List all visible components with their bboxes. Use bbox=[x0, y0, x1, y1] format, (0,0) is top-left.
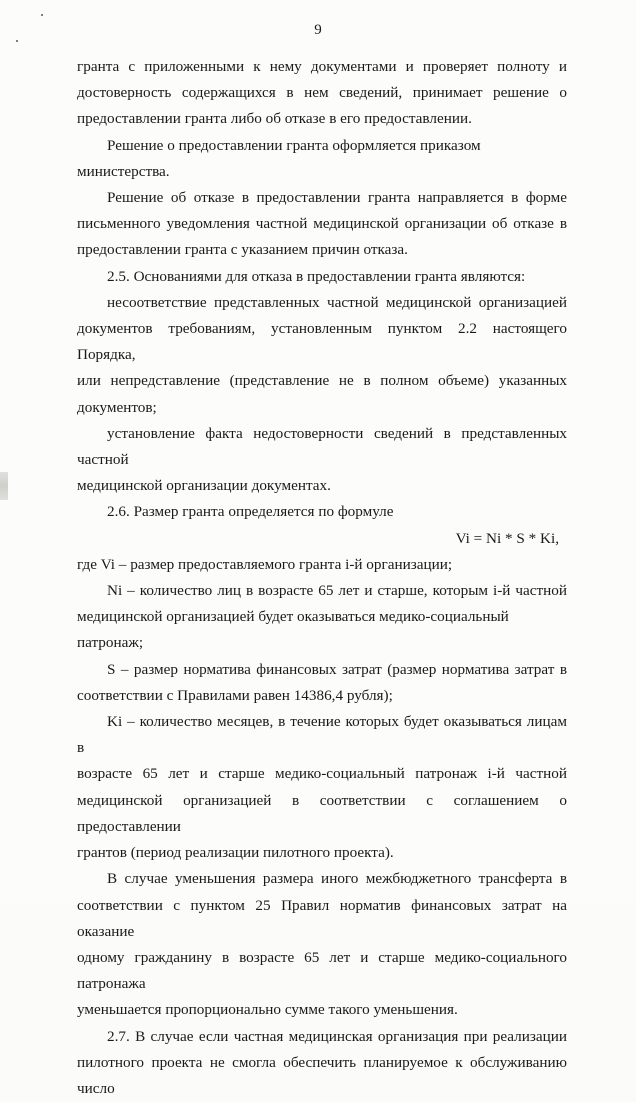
document-body bbox=[77, 54, 567, 1102]
text-line: несоответствие представленных частной медицинской организацией bbox=[107, 293, 567, 311]
text-line: соответствии с Правилами равен 14386,4 рубля); bbox=[77, 686, 393, 704]
text-line: документов требованиям, установленным пунктом 2.2 настоящего Порядка, bbox=[77, 320, 567, 364]
text-line: пилотного проекта не смогла обеспечить планируемое к обслуживанию число bbox=[77, 1053, 567, 1097]
text-line: возрасте 65 лет и старше медико-социальный патронаж i-й частной bbox=[77, 765, 567, 783]
text-line: медицинской организацией в соответствии с соглашением о предоставлении bbox=[77, 791, 567, 835]
text-line: S – размер норматива финансовых затрат (размер норматива затрат в bbox=[107, 660, 567, 678]
text-line: предоставлении гранта либо об отказе в его предоставлении. bbox=[77, 110, 472, 128]
formula: Vi = Ni * S * Ki, bbox=[455, 529, 559, 547]
text-line: документов; bbox=[77, 398, 157, 416]
text-line: Решение об отказе в предоставлении гранта направляется в форме bbox=[107, 189, 567, 207]
text-line: грантов (период реализации пилотного проекта). bbox=[77, 844, 394, 862]
section-heading: 2.6. Размер гранта определяется по формуле bbox=[107, 503, 394, 521]
text-line: Ni – количество лиц в возрасте 65 лет и старше, которым i-й частной bbox=[107, 582, 567, 600]
text-line: Решение о предоставлении гранта оформляется приказом министерства. bbox=[77, 136, 481, 180]
text-line: где Vi – размер предоставляемого гранта i-й организации; bbox=[77, 555, 453, 573]
text-line: письменного уведомления частной медицинской организации об отказе в bbox=[77, 215, 567, 233]
scan-speck bbox=[41, 14, 43, 16]
text-line: предоставлении гранта с указанием причин отказа. bbox=[77, 241, 408, 259]
text-line: или непредставление (представление не в полном объеме) указанных bbox=[77, 372, 567, 390]
text-line: соответствии с пунктом 25 Правил норматив финансовых затрат на оказание bbox=[77, 896, 567, 940]
binding-mark bbox=[0, 472, 8, 500]
text-line: медицинской организации документах. bbox=[77, 477, 331, 495]
section-heading: 2.5. Основаниями для отказа в предоставлении гранта являются: bbox=[107, 267, 526, 285]
page-number: 9 bbox=[314, 22, 322, 38]
text-line: В случае уменьшения размера иного межбюджетного трансферта в bbox=[107, 870, 567, 888]
text-line: одному гражданину в возрасте 65 лет и старше медико-социального патронажа bbox=[77, 948, 567, 993]
text-line: уменьшается пропорционально сумме такого уменьшения. bbox=[77, 1001, 458, 1019]
section-heading: 2.7. В случае если частная медицинская организация при реализации bbox=[107, 1027, 567, 1045]
scan-speck bbox=[16, 40, 18, 42]
text-line: Ki – количество месяцев, в течение которых будет оказываться лицам в bbox=[77, 713, 567, 757]
text-line: гранта с приложенными к нему документами и проверяет полноту и bbox=[77, 58, 567, 75]
text-line: установление факта недостоверности сведений в представленных частной bbox=[77, 424, 567, 469]
text-line: достоверность содержащихся в нем сведений, принимает решение о bbox=[77, 84, 567, 102]
text-line: медицинской организацией будет оказываться медико-социальный патронаж; bbox=[77, 608, 509, 652]
